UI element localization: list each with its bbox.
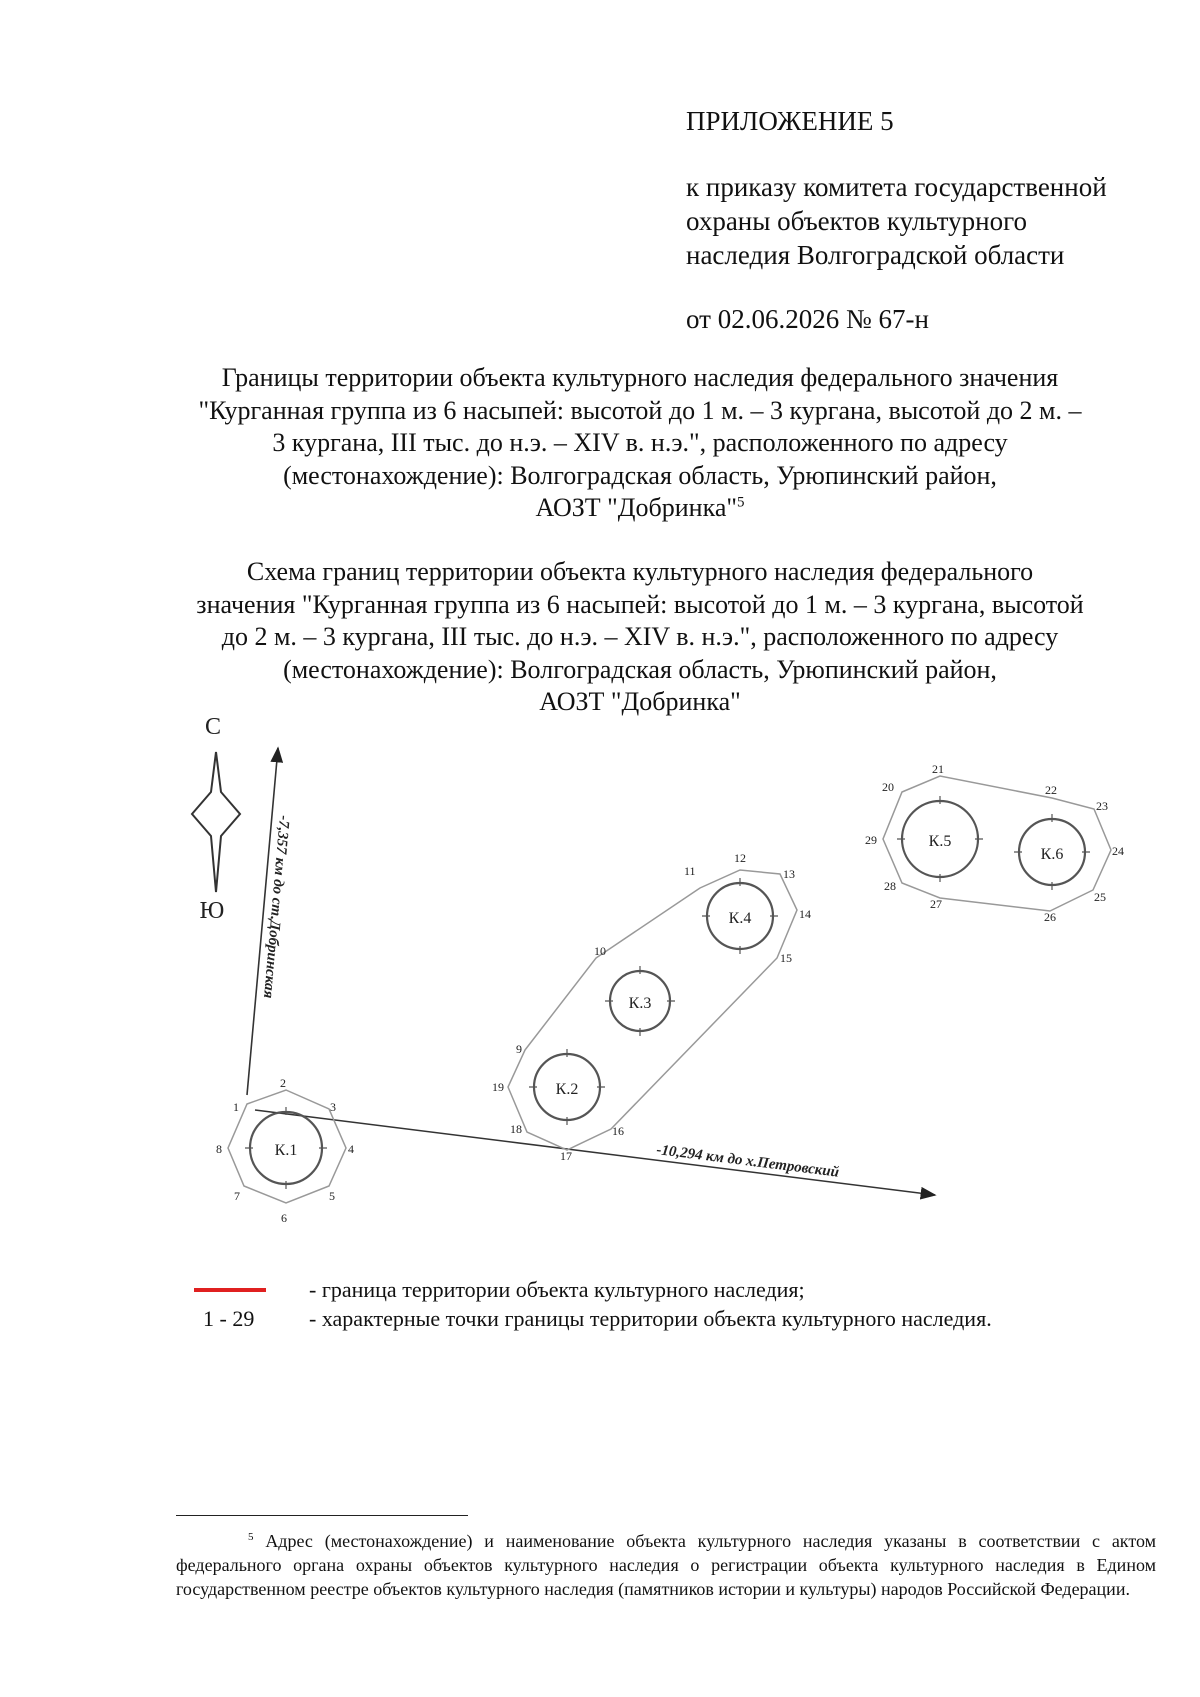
mound-k1	[245, 1107, 327, 1189]
mound-k2-label: К.2	[555, 1081, 579, 1098]
point-label: 2	[280, 1076, 286, 1090]
compass-north-label: С	[204, 714, 222, 740]
arrow-east-label: -10,294 км до х.Петровский	[655, 1142, 840, 1181]
mound-k5-label: К.5	[928, 833, 952, 850]
appendix-date: от 02.06.2026 № 67-н	[686, 304, 929, 334]
appendix-line-2: охраны объектов культурного	[686, 206, 1027, 236]
point-label: 14	[799, 907, 811, 921]
footnote-mark-wrap	[176, 1531, 254, 1551]
mound-k5	[897, 796, 983, 882]
point-label: 17	[560, 1149, 572, 1163]
boundary-polygon-k5-k6	[883, 776, 1111, 911]
appendix-line-1: к приказу комитета государственной	[686, 172, 1107, 202]
title-line-3: 3 кургана, III тыс. до н.э. – XIV в. н.э.", расположенного по адресу	[272, 428, 1008, 457]
point-label: 25	[1094, 890, 1106, 904]
point-label: 21	[932, 762, 944, 776]
point-label: 12	[734, 851, 746, 865]
scheme-title-line-1: Схема границ территории объекта культурного наследия федерального	[246, 557, 1034, 586]
point-label: 26	[1044, 910, 1056, 924]
point-label: 15	[780, 951, 792, 965]
point-label: 1	[233, 1100, 239, 1114]
point-label: 29	[865, 833, 877, 847]
compass-rose-icon	[192, 752, 240, 892]
title-line-4: (местонахождение): Волгоградская область, Урюпинский район,	[283, 460, 997, 490]
footnote-mark: 5	[248, 1531, 254, 1543]
arrow-to-petrovsky	[255, 1110, 935, 1195]
mound-k6-label: К.6	[1040, 846, 1064, 863]
footnote-reference[interactable]: 5	[736, 494, 745, 511]
point-label: 8	[216, 1142, 222, 1156]
point-label: 9	[516, 1042, 522, 1056]
point-label: 10	[594, 944, 606, 958]
point-label: 16	[612, 1124, 624, 1138]
boundary-polygon-k2-k4	[508, 870, 797, 1150]
point-label: 28	[884, 879, 896, 893]
point-label: 13	[783, 867, 795, 881]
legend-points-symbol: 1 - 29	[203, 1306, 255, 1331]
point-label: 18	[510, 1122, 522, 1136]
point-label: 22	[1045, 783, 1057, 797]
compass-south-label: Ю	[199, 898, 225, 924]
title-line-2: "Курганная группа из 6 насыпей: высотой до 1 м. – 3 кургана, высотой до 2 м. –	[198, 395, 1082, 425]
mound-k4-label: К.4	[728, 910, 752, 927]
point-label: 23	[1096, 799, 1108, 813]
point-label: 3	[330, 1100, 336, 1114]
mound-k3	[605, 966, 675, 1036]
point-label: 4	[348, 1142, 354, 1156]
point-label: 27	[930, 897, 942, 911]
point-label: 6	[281, 1211, 287, 1225]
scheme-title-line-2: значения "Курганная группа из 6 насыпей: высотой до 1 м. – 3 кургана, высотой	[196, 589, 1084, 619]
appendix-number: ПРИЛОЖЕНИЕ 5	[686, 106, 894, 136]
legend-boundary-text: - граница территории объекта культурного наследия;	[309, 1277, 805, 1302]
title-line-5-text: АОЗТ "Добринка"	[535, 493, 737, 522]
footnote	[176, 1529, 1156, 1601]
point-label: 11	[684, 864, 696, 878]
mound-k2	[529, 1049, 605, 1125]
mound-k3-label: К.3	[628, 995, 652, 1012]
scheme-title-line-4: (местонахождение): Волгоградская область, Урюпинский район,	[283, 654, 997, 684]
footnote-text: Адрес (местонахождение) и наименование объекта культурного наследия указаны в соответствии с актом федерального органа охраны объектов культурного наследия о регистрации объекта культурного наследия в Едином государственном реестре объектов культурного наследия (памятников истории и культуры) народов Российской Федерации.	[176, 1531, 1156, 1599]
scheme-title-line-5: АОЗТ "Добринка"	[539, 687, 741, 716]
mound-k6	[1014, 814, 1090, 890]
point-label: 7	[234, 1189, 240, 1203]
point-label: 24	[1112, 844, 1124, 858]
title-line-1: Границы территории объекта культурного наследия федерального значения	[221, 363, 1059, 392]
mound-k1-label: К.1	[274, 1142, 298, 1159]
appendix-line-3: наследия Волгоградской области	[686, 240, 1065, 270]
arrow-north-label: -7,357 км до ст.Добринская	[260, 814, 292, 999]
legend-boundary-line	[194, 1288, 266, 1292]
mound-k4	[702, 878, 778, 954]
footnote-divider	[176, 1515, 468, 1516]
point-label: 5	[329, 1189, 335, 1203]
point-label: 20	[882, 780, 894, 794]
legend-points-text: - характерные точки границы территории объекта культурного наследия.	[309, 1306, 992, 1331]
scheme-title-line-3: до 2 м. – 3 кургана, III тыс. до н.э. – XIV в. н.э.", расположенного по адресу	[221, 622, 1059, 651]
point-label: 19	[492, 1080, 504, 1094]
